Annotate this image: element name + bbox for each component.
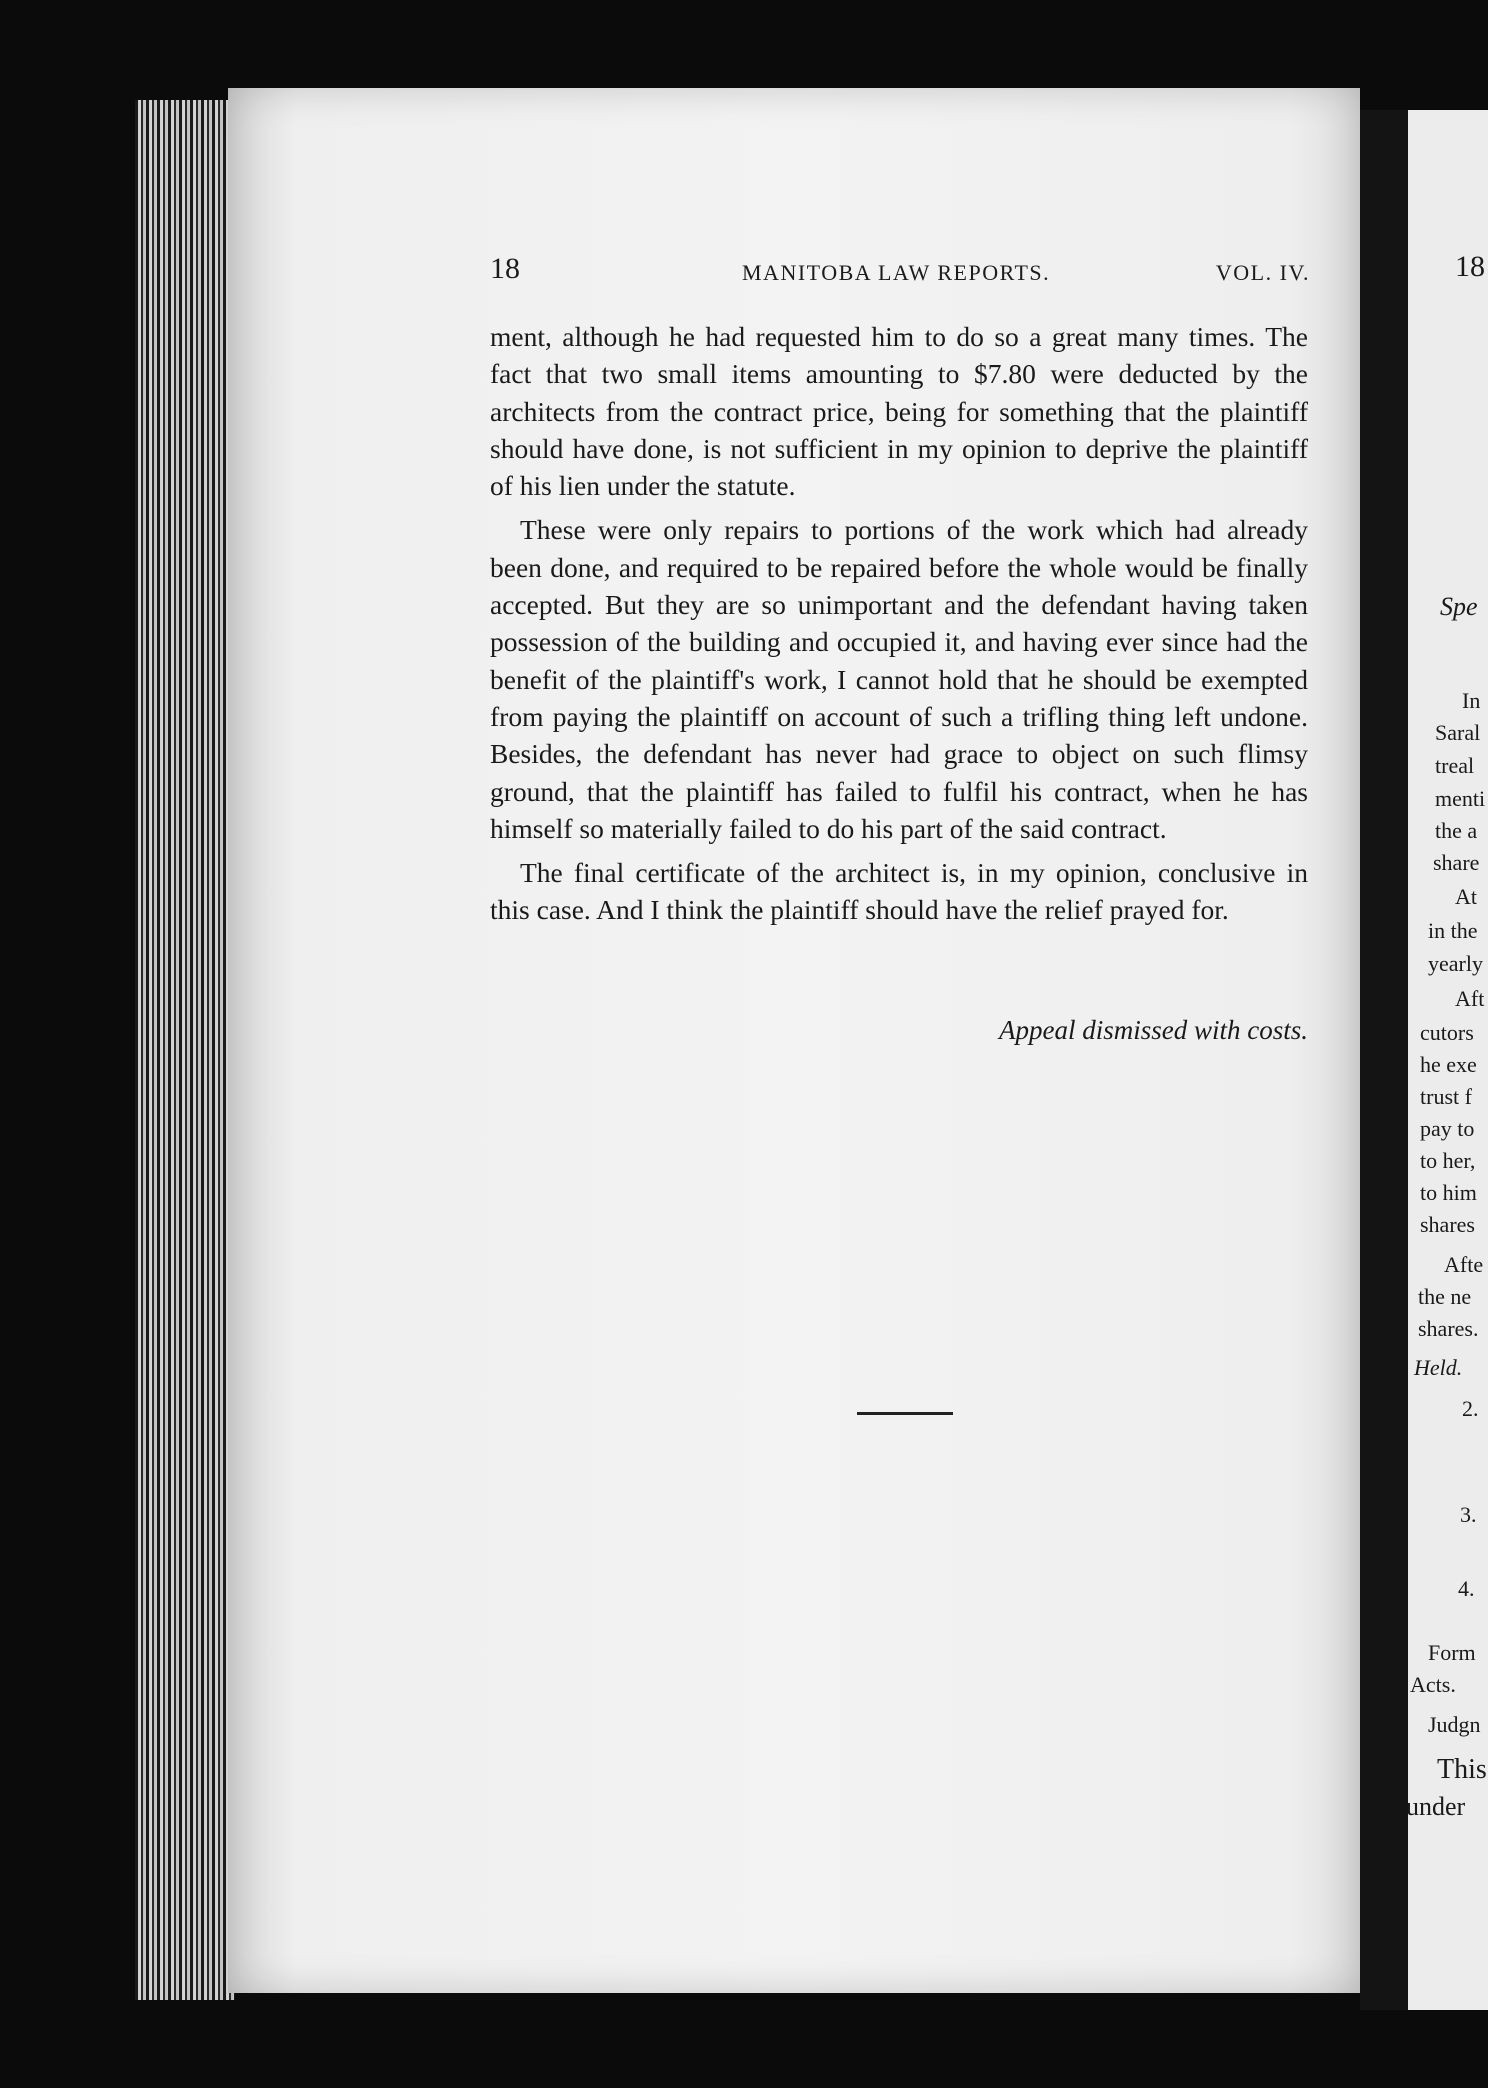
page-number: 18 <box>490 252 520 285</box>
next-page-fragment: treal <box>1435 753 1475 778</box>
next-page-fragment: Aft <box>1455 986 1485 1011</box>
next-page-fragment: Held. <box>1414 1355 1463 1380</box>
next-page-fragment: Acts. <box>1410 1672 1456 1697</box>
next-page-fragment: share <box>1433 850 1480 875</box>
next-page-fragment: to him <box>1420 1180 1477 1205</box>
section-divider-rule <box>857 1412 953 1415</box>
book-gutter <box>1360 110 1408 2010</box>
book-page-edges <box>135 100 235 2000</box>
paragraph: These were only repairs to portions of the work which had already been done, and required to be repaired before the whole would be finally accepted. But they are so unimportant and the defendant having taken possession of the building and occupied it, and having ever since had the benefit of the plaintiff's work, I cannot hold that he should be exempted from paying the plaintiff on account of such a trifling thing left undone. Besides, the defendant has never had grace to object on such flimsy ground, that the plaintiff has failed to fulfil his contract, when he has himself so materially failed to do his part of the said contract. <box>490 514 1308 844</box>
next-page-fragment: Afte <box>1444 1252 1484 1277</box>
next-page-fragment: he exe <box>1420 1052 1477 1077</box>
next-page-fragment: Saral <box>1435 720 1481 745</box>
next-page-fragment: the ne <box>1418 1284 1472 1309</box>
next-page-fragment: This <box>1437 1754 1487 1785</box>
next-page-fragment: under <box>1406 1792 1466 1821</box>
next-page-number: 18 <box>1455 250 1485 283</box>
next-page-fragment: to her, <box>1420 1148 1476 1173</box>
next-page-fragment: in the <box>1428 918 1478 943</box>
body-text <box>490 318 1308 936</box>
next-page-fragment: 3. <box>1460 1502 1477 1527</box>
next-page-fragment: menti <box>1435 786 1486 811</box>
next-page-fragment: In <box>1462 688 1481 713</box>
next-page-fragment: 2. <box>1462 1396 1479 1421</box>
next-page-fragment: Spe <box>1440 592 1478 621</box>
paragraph: ment, although he had requested him to do so a great many times. The fact that two small items amounting to $7.80 were deducted by the architects from the contract price, being for something that the plaintiff should have done, is not sufficient in my opinion to deprive the plaintiff of his lien under the statute. <box>490 321 1308 502</box>
next-page-fragment: At <box>1455 884 1477 909</box>
closing-disposition: Appeal dismissed with costs. <box>999 1015 1308 1045</box>
running-head <box>490 252 1310 292</box>
next-page-fragment: cutors <box>1420 1020 1474 1045</box>
next-page-fragment: Form <box>1428 1640 1476 1665</box>
next-page-fragment: yearly <box>1428 951 1483 976</box>
next-page-fragment: the a <box>1435 818 1478 843</box>
next-page-fragment: 4. <box>1458 1576 1475 1601</box>
next-page-fragment: shares. <box>1418 1316 1479 1341</box>
next-page-fragment: pay to <box>1420 1116 1475 1141</box>
next-page-fragment: Judgn <box>1428 1712 1481 1737</box>
paragraph: The final certificate of the architect is, in my opinion, conclusive in this case. And I think the plaintiff should have the relief prayed for. <box>490 857 1308 926</box>
next-page-fragment: trust f <box>1420 1084 1472 1109</box>
journal-title: MANITOBA LAW REPORTS. <box>742 260 1051 285</box>
next-page-fragment: shares <box>1420 1212 1475 1237</box>
volume-label: VOL. IV. <box>1215 260 1310 285</box>
